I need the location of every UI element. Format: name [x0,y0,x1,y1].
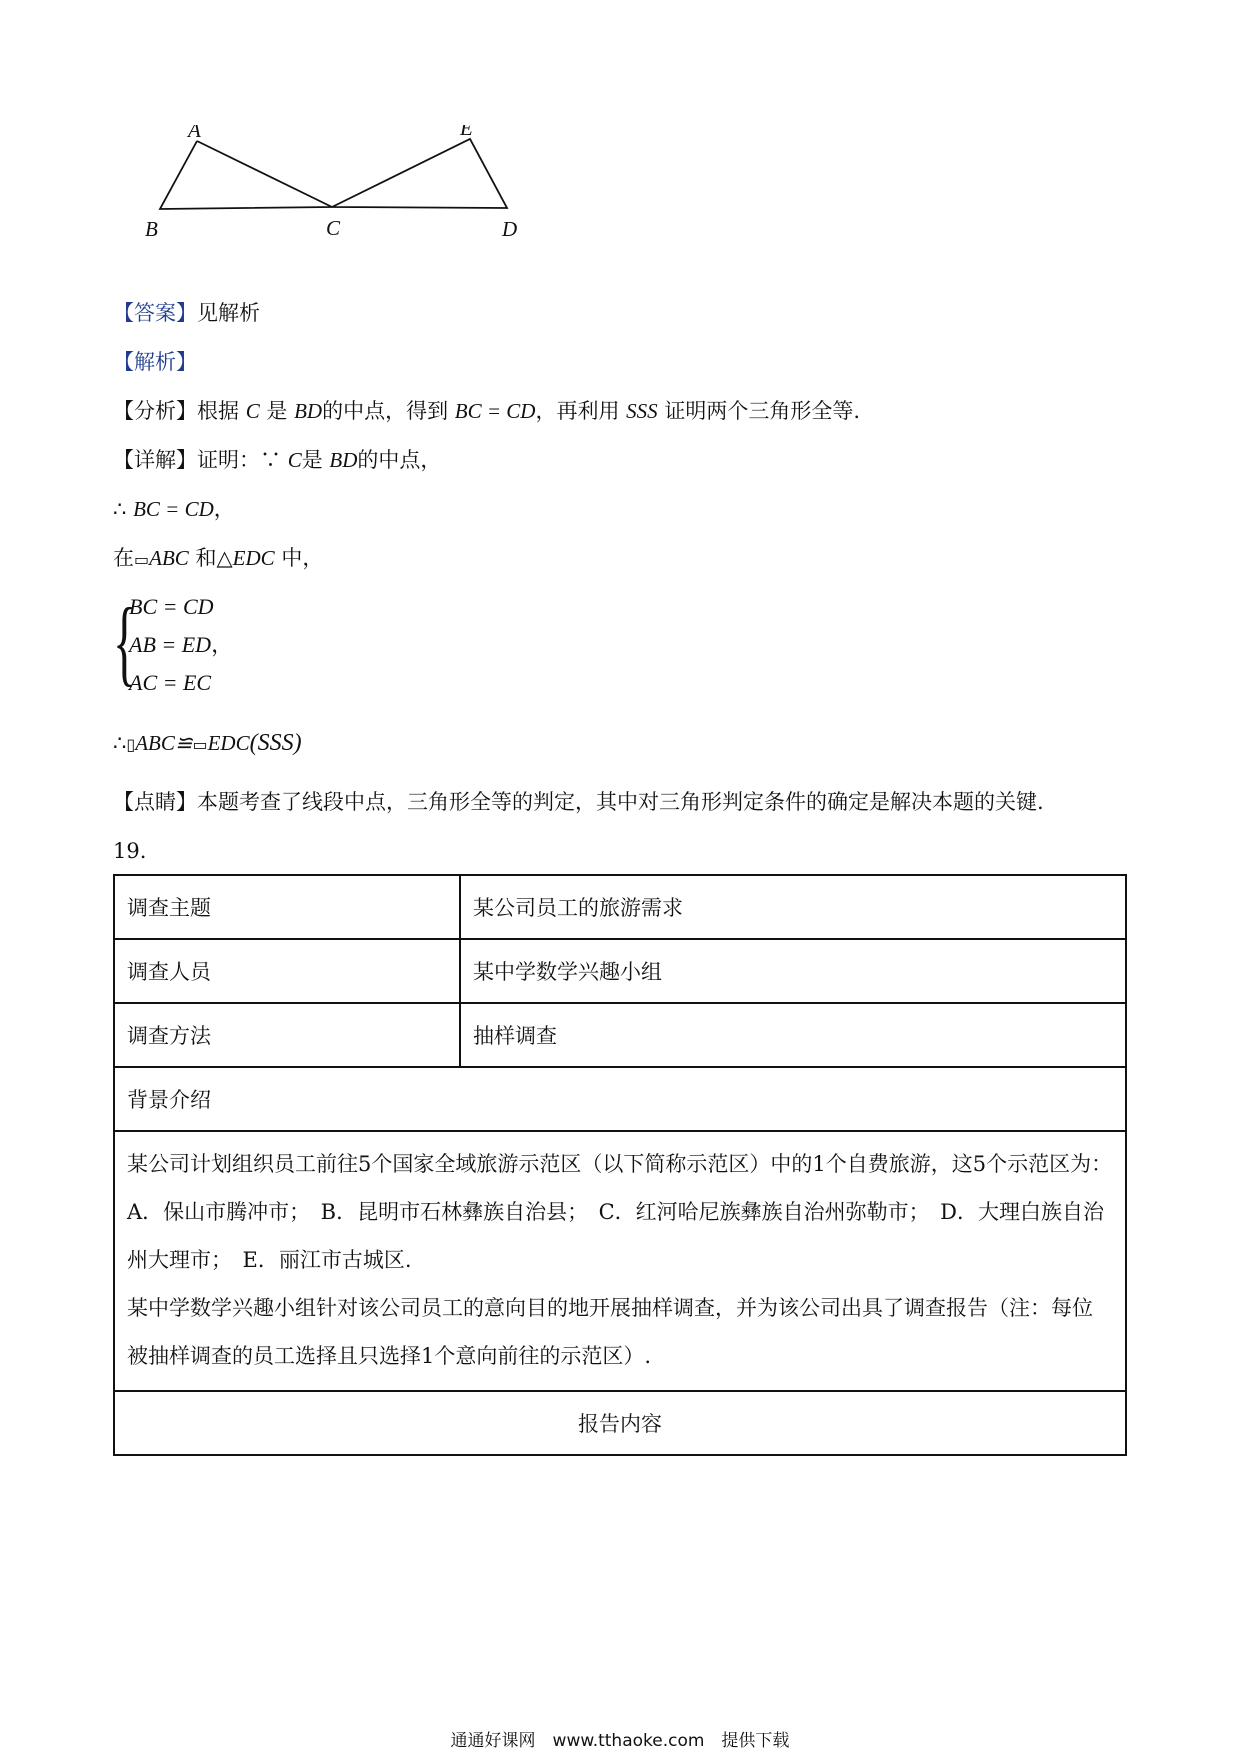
label-b: B [145,217,158,241]
in-text-3: 中， [281,546,324,570]
in-text-2: 和△ [195,546,233,570]
conclusion-reason: (SSS) [249,730,302,756]
table-row [114,1391,1126,1455]
triangle-diagram [140,125,540,265]
fenxi-math-1: C [245,399,260,423]
therefore-tail: ， [213,497,235,521]
in-math-1: ABC [149,546,189,570]
label-e: E [460,125,473,140]
in-text-1: 在 [113,546,134,570]
fenxi-text-5: 证明两个三角形全等. [664,399,861,423]
therefore-symbol: ∴ [113,497,127,521]
triangle-symbol: ▭ [134,550,150,569]
background-text: 某公司计划组织员工前往5个国家全域旅游示范区（以下简称示范区）中的1个自费旅游，这5个示范区为： [127,1152,1113,1176]
report-label: 报告内容 [114,1391,1126,1455]
fenxi-text-3: 的中点，得到 [322,399,449,423]
options-text: A．保山市腾冲市； B．昆明市石林彝族自治县； C．红河哈尼族彝族自治州弥勒市； D．大理白族自治州大理市； E．丽江市古城区. [127,1200,1104,1272]
answer-line [113,298,260,328]
dianjing-text: 本题考查了线段中点，三角形全等的判定，其中对三角形判定条件的确定是解决本题的关键. [197,790,1044,814]
background-cell [114,1131,1126,1391]
survey-method-value: 抽样调查 [460,1003,1126,1067]
in-triangles-line [113,543,323,575]
box-symbol-2: ▭ [192,735,208,754]
conclusion-expr: ABC≌ [135,731,193,755]
xiangjie-text-2: 是 [301,448,323,472]
label-d: D [502,217,518,241]
question-number: 19. [113,839,147,863]
survey-table [113,874,1127,1456]
system-line-2-tail: ， [211,633,234,658]
background-label: 背景介绍 [114,1067,1126,1131]
xiangjie-math-2: BD [329,448,358,472]
survey-topic-label: 调查主题 [114,875,460,939]
box-symbol-1: ▯ [126,735,136,754]
therefore-line [113,494,235,524]
label-a: A [188,125,201,142]
fenxi-math-4: SSS [626,399,658,423]
fenxi-text-2: 是 [266,399,288,423]
label-c: C [326,216,341,240]
fenxi-math-3: BC = CD [454,399,536,423]
xiangjie-text-1: 证明：∵ [197,448,281,472]
triangle-edc [332,139,507,208]
dianjing-line [113,787,1044,817]
dianjing-tag: 【点睛】 [113,790,197,814]
survey-staff-value: 某中学数学兴趣小组 [460,939,1126,1003]
answer-tag: 【答案】 [113,301,197,325]
conclusion-line [113,728,302,760]
system-line-2-expr: AB = ED [129,632,212,657]
answer-text: 见解析 [197,301,260,325]
table-row [114,1067,1126,1131]
triangle-abc [160,141,332,209]
xiangjie-text-3: 的中点， [357,448,442,472]
triangle-figure [140,125,540,265]
system-line-3: AC = EC [129,670,212,695]
survey-method-label: 调查方法 [114,1003,460,1067]
left-brace: { [113,588,137,695]
fenxi-math-2: BD [294,399,323,423]
equation-system [113,588,413,704]
table-row [114,1131,1126,1391]
fenxi-text-4: ，再利用 [535,399,620,423]
survey-description: 某中学数学兴趣小组针对该公司员工的意向目的地开展抽样调查，并为该公司出具了调查报告（注：每位被抽样调查的员工选择且只选择1个意向前往的示范区）. [127,1296,1093,1368]
xiangjie-tag: 【详解】 [113,448,197,472]
in-math-2: EDC [232,546,275,570]
fenxi-tag: 【分析】 [113,399,197,423]
survey-staff-label: 调查人员 [114,939,460,1003]
system-line-2 [129,630,233,661]
conclusion-symbol: ∴ [113,731,127,755]
xiangjie-math-1: C [287,448,302,472]
table-row [114,1003,1126,1067]
table-row [114,939,1126,1003]
page-footer: 通通好课网 www.tthaoke.com 提供下载 [450,1731,790,1751]
fenxi-text-1: 根据 [197,399,239,423]
therefore-expr: BC = CD [133,497,214,521]
system-line-1: BC = CD [129,594,214,619]
analysis-tag: 【解析】 [113,350,197,374]
survey-topic-value: 某公司员工的旅游需求 [460,875,1126,939]
analysis-heading [113,347,197,377]
xiangjie-line [113,445,441,475]
conclusion-expr-2: EDC [207,731,250,755]
table-row [114,875,1126,939]
fenxi-line [113,396,860,426]
